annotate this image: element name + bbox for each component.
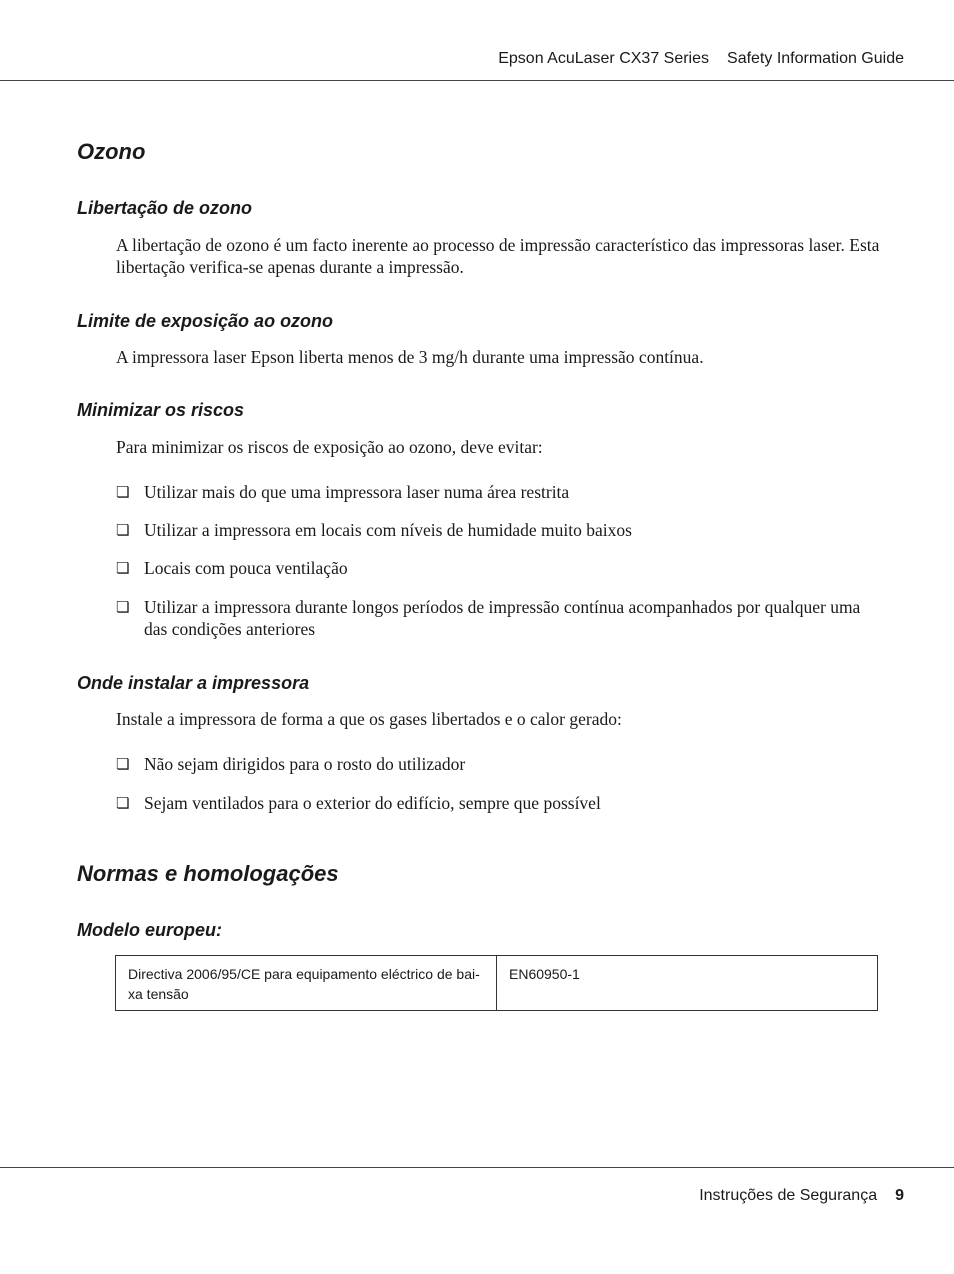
checkbox-bullet-icon: ❏ [116,794,130,812]
checkbox-bullet-icon: ❏ [116,559,130,577]
list-item-text: Não sejam dirigidos para o rosto do utilizador [144,754,466,774]
directive-line-2: xa tensão [128,986,189,1002]
checkbox-bullet-icon: ❏ [116,521,130,539]
list-item [116,519,886,541]
list-item-text: Utilizar a impressora durante longos períodos de impressão contínua acompanhados por qualquer uma das condições anteriores [144,597,861,639]
header-product: Epson AcuLaser CX37 Series [498,50,710,67]
list-item [116,481,886,503]
table-cell-standard: EN60950-1 [497,956,878,1011]
list-item-text: Utilizar mais do que uma impressora laser numa área restrita [144,482,570,502]
heading-modelo-europeu: Modelo europeu: [77,920,222,940]
list-item [116,596,886,640]
checkbox-bullet-icon: ❏ [116,755,130,773]
heading-minimizar-riscos: Minimizar os riscos [77,400,245,420]
footer-section: Instruções de Segurança [699,1187,878,1204]
heading-limite-exposicao: Limite de exposição ao ozono [77,311,334,331]
table-row [116,956,878,1011]
list-item [116,557,886,579]
paragraph-limite-exposicao: A impressora laser Epson liberta menos de 3 mg/h durante uma impressão contínua. [116,347,704,367]
page-footer [699,1187,904,1205]
list-item-text: Utilizar a impressora em locais com níveis de humidade muito baixos [144,520,632,540]
page-header [498,50,904,68]
header-rule [0,80,954,81]
table-cell-directive [116,956,497,1011]
list-item-text: Sejam ventilados para o exterior do edifício, sempre que possível [144,793,601,813]
paragraph-minimizar-intro: Para minimizar os riscos de exposição ao ozono, deve evitar: [116,437,543,457]
list-item [116,753,886,775]
standards-table [115,955,878,1011]
section-title-ozono: Ozono [77,139,146,164]
header-guide-title: Safety Information Guide [727,50,904,67]
footer-rule [0,1167,954,1168]
heading-libertacao: Libertação de ozono [77,198,253,218]
directive-line-1: Directiva 2006/95/CE para equipamento eléctrico de bai- [128,966,480,982]
heading-onde-instalar: Onde instalar a impressora [77,673,310,693]
paragraph-libertacao: A libertação de ozono é um facto inerente ao processo de impressão característico das impressoras laser. Esta libertação verifica-se apenas durante a impressão. [116,235,880,277]
checkbox-bullet-icon: ❏ [116,598,130,616]
paragraph-onde-instalar-intro: Instale a impressora de forma a que os gases libertados e o calor gerado: [116,709,622,729]
page-number: 9 [895,1187,904,1204]
section-title-normas: Normas e homologações [77,861,339,886]
list-item [116,792,886,814]
list-item-text: Locais com pouca ventilação [144,558,348,578]
checkbox-bullet-icon: ❏ [116,483,130,501]
